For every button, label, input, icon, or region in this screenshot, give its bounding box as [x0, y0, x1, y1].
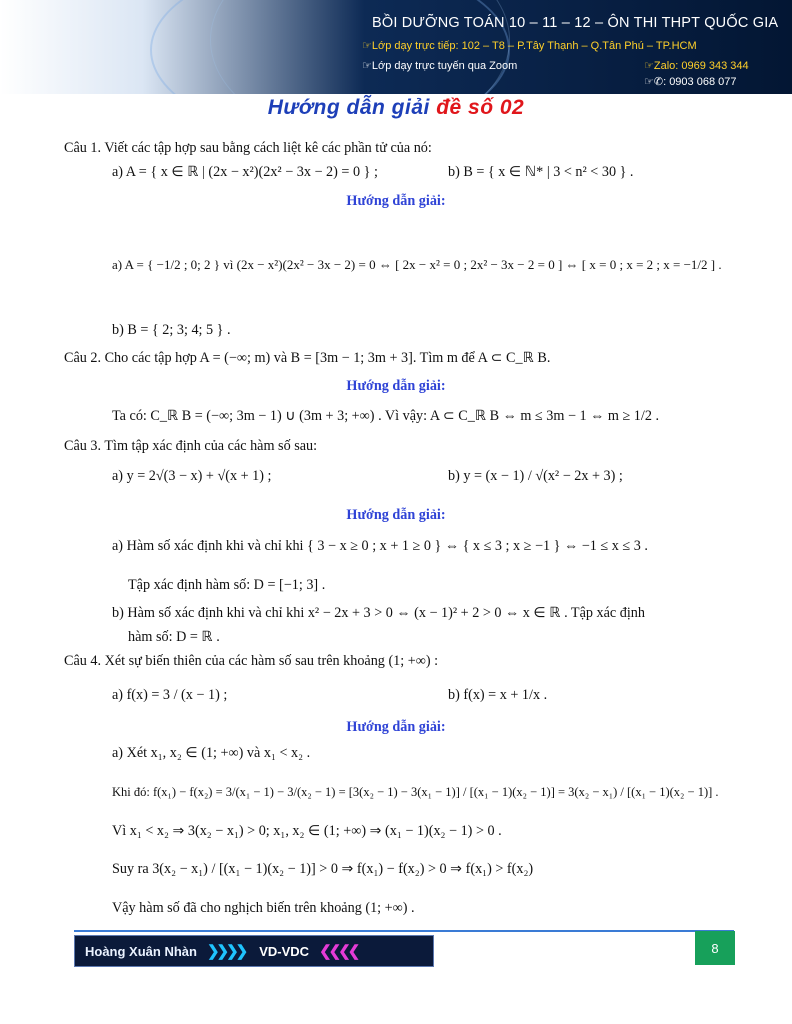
guide-label: Hướng dẫn giải:	[346, 719, 446, 735]
solution-3a-domain: Tập xác định hàm số: D = [−1; 3] .	[128, 577, 326, 593]
solution-4a-difference: Khi đó: f(x₁) − f(x₂) = 3/(x₁ − 1) − 3/(x₂ − 1) = [3(x₂ − 1) − 3(x₁ − 1)] / [(x₁ − 1)(x₂ − 1)] = 3(x₂ − x₁) / [(x₁ − 1)(x₂ − 1)] .	[112, 785, 719, 799]
solution-1a: a) A = { −1/2 ; 0; 2 } vì (2x − x²)(2x² − 3x − 2) = 0 ⇔ [ 2x − x² = 0 ; 2x² − 3x − 2 = 0 ] ⇔ [ x = 0 ; x = 2 ; x = −1/2 ] .	[112, 257, 722, 272]
guide-label: Hướng dẫn giải:	[346, 378, 446, 394]
footer-author-band	[74, 935, 434, 967]
question-1a: a) A = { x ∈ ℝ | (2x − x²)(2x² − 3x − 2) = 0 } ;	[112, 164, 378, 180]
document-title-part2: đề số 02	[436, 96, 525, 119]
solution-4a-setup: a) Xét x₁, x₂ ∈ (1; +∞) và x₁ < x₂ .	[112, 745, 311, 761]
solution-3b-domain: hàm số: D = ℝ .	[128, 629, 220, 645]
page-number: 8	[695, 931, 735, 965]
question-3: Câu 3. Tìm tập xác định của các hàm số sau:	[64, 438, 318, 454]
question-4b: b) f(x) = x + 1/x .	[448, 687, 548, 703]
chevron-left-icon: ❮❮❮❮	[319, 943, 358, 960]
guide-label: Hướng dẫn giải:	[346, 193, 446, 209]
question-4: Câu 4. Xét sự biến thiên của các hàm số sau trên khoảng (1; +∞) :	[64, 653, 439, 669]
footer-author: Hoàng Xuân Nhàn	[85, 943, 197, 959]
question-4a: a) f(x) = 3 / (x − 1) ;	[112, 687, 228, 703]
header-title: BỒI DƯỠNG TOÁN 10 – 11 – 12 – ÔN THI THPT QUỐC GIA	[372, 15, 779, 31]
solution-1b: b) B = { 2; 3; 4; 5 } .	[112, 322, 231, 338]
solution-4a-sign: Vì x₁ < x₂ ⇒ 3(x₂ − x₁) > 0; x₁, x₂ ∈ (1; +∞) ⇒ (x₁ − 1)(x₂ − 1) > 0 .	[112, 823, 502, 839]
solution-2: Ta có: C_ℝ B = (−∞; 3m − 1) ∪ (3m + 3; +∞) . Vì vậy: A ⊂ C_ℝ B ⇔ m ≤ 3m − 1 ⇔ m ≥ 1/2 .	[112, 408, 660, 424]
footer-rule	[74, 930, 734, 932]
solution-4a-conclude: Suy ra 3(x₂ − x₁) / [(x₁ − 1)(x₂ − 1)] > 0 ⇒ f(x₁) − f(x₂) > 0 ⇒ f(x₁) > f(x₂)	[112, 861, 534, 877]
question-3a: a) y = 2√(3 − x) + √(x + 1) ;	[112, 468, 272, 484]
footer-code: VD-VDC	[259, 943, 310, 959]
solution-3a: a) Hàm số xác định khi và chỉ khi { 3 − x ≥ 0 ; x + 1 ≥ 0 } ⇔ { x ≤ 3 ; x ≥ −1 } ⇔ −1 ≤ x ≤ 3 .	[112, 538, 648, 554]
guide-label: Hướng dẫn giải:	[346, 507, 446, 523]
question-3b: b) y = (x − 1) / √(x² − 2x + 3) ;	[448, 468, 623, 484]
question-2: Câu 2. Cho các tập hợp A = (−∞; m) và B = [3m − 1; 3m + 3]. Tìm m để A ⊂ C_ℝ B.	[64, 350, 551, 366]
solution-4a-result: Vậy hàm số đã cho nghịch biến trên khoảng (1; +∞) .	[112, 900, 415, 916]
document-title-part1: Hướng dẫn giải	[267, 96, 437, 119]
header-zalo: ☞Zalo: 0969 343 344	[644, 60, 749, 72]
header-online-class: ☞Lớp dạy trực tuyến qua Zoom	[362, 60, 518, 72]
document-title	[0, 96, 792, 120]
solution-3b: b) Hàm số xác định khi và chỉ khi x² − 2x + 3 > 0 ⇔ (x − 1)² + 2 > 0 ⇔ x ∈ ℝ . Tập xác định	[112, 605, 645, 621]
header-offline-class: ☞Lớp dạy trực tiếp: 102 – T8 – P.Tây Thạnh – Q.Tân Phú – TP.HCM	[362, 40, 697, 52]
question-1: Câu 1. Viết các tập hợp sau bằng cách liệt kê các phần tử của nó:	[64, 140, 432, 156]
header-phone: ☞✆: 0903 068 077	[644, 76, 737, 88]
chevron-right-icon: ❯❯❯❯	[206, 943, 246, 960]
page-header	[0, 0, 792, 94]
question-1b: b) B = { x ∈ ℕ* | 3 < n² < 30 } .	[448, 164, 634, 180]
